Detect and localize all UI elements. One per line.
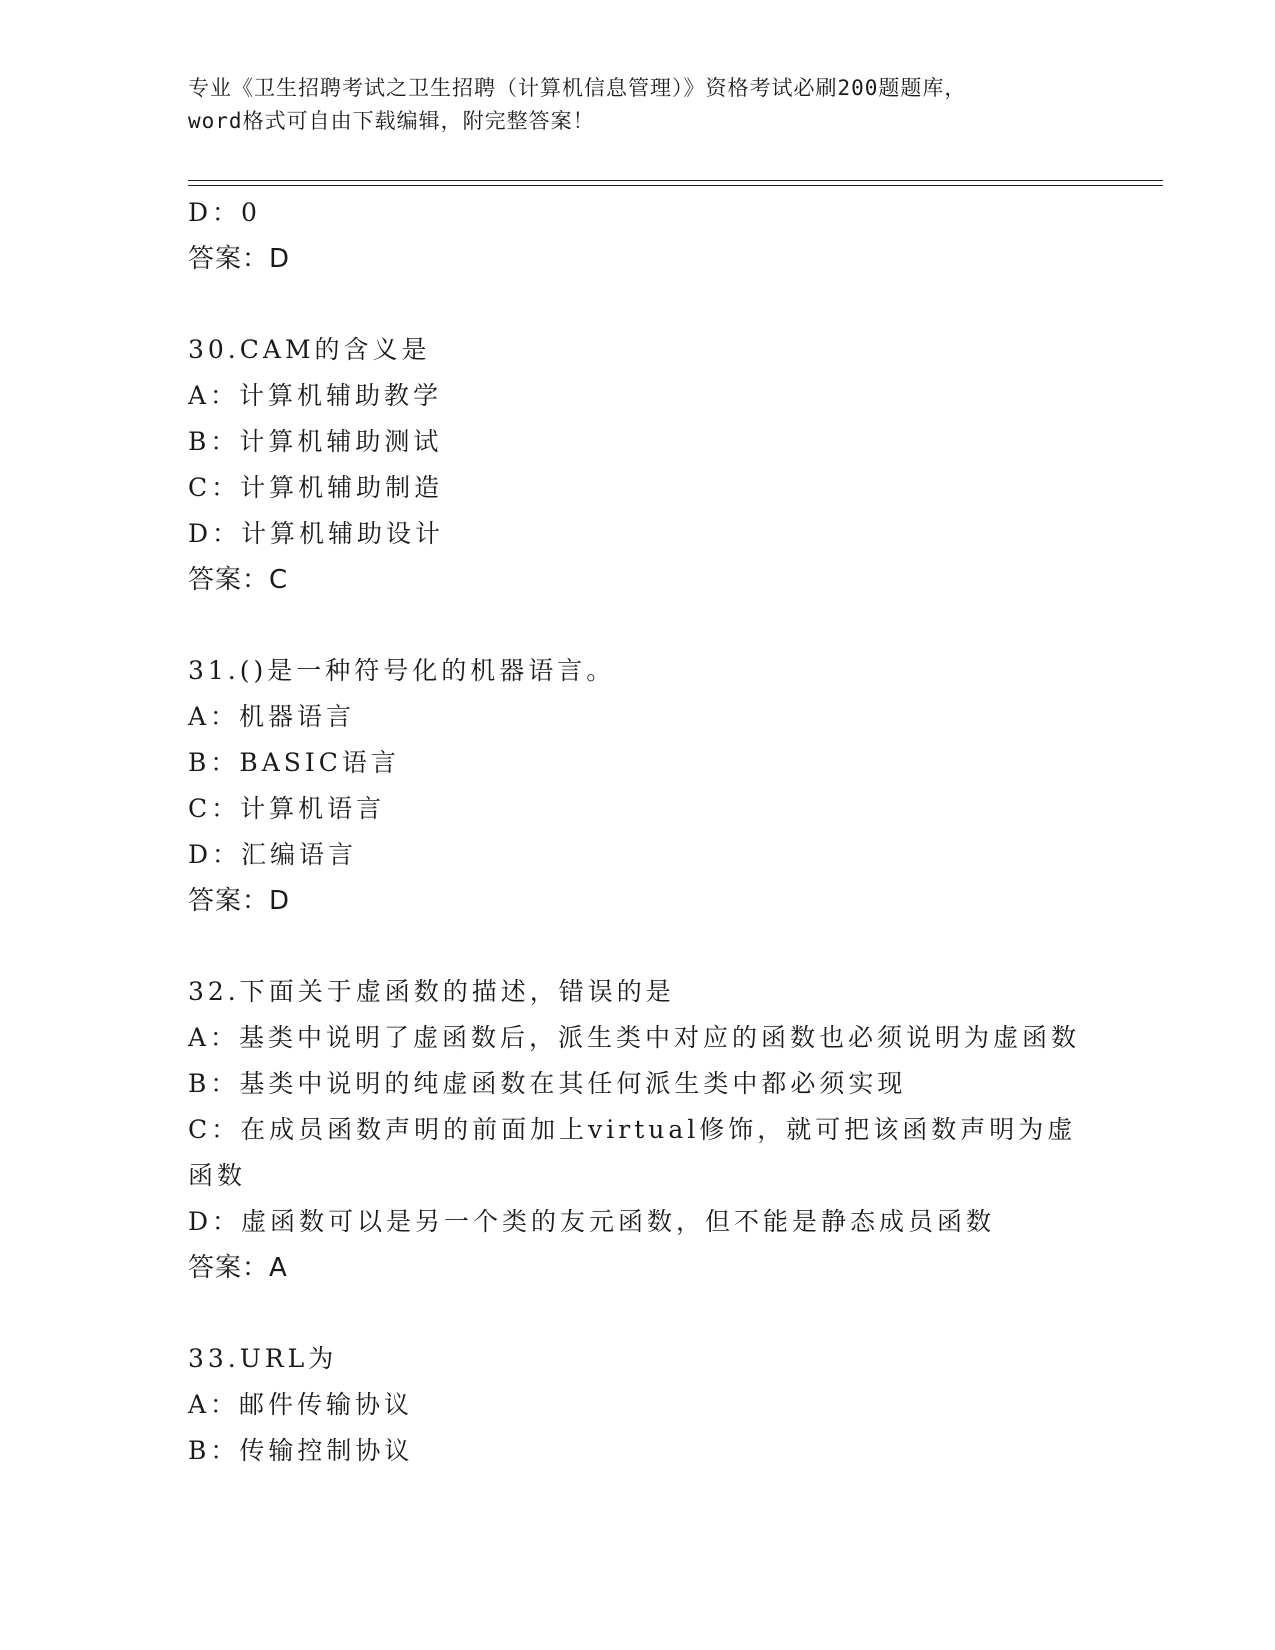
option-a: A：基类中说明了虚函数后，派生类中对应的函数也必须说明为虚函数 bbox=[188, 1023, 1081, 1052]
answer: 答案：C bbox=[188, 565, 289, 595]
option-d: D：汇编语言 bbox=[188, 840, 358, 869]
header-divider-top bbox=[188, 180, 1163, 181]
option-d: D：虚函数可以是另一个类的友元函数，但不能是静态成员函数 bbox=[188, 1207, 996, 1236]
question-stem: 31.()是一种符号化的机器语言。 bbox=[188, 656, 616, 685]
question-33 bbox=[188, 1336, 1088, 1474]
question-stem: 32.下面关于虚函数的描述，错误的是 bbox=[188, 977, 675, 1006]
option-c: C：在成员函数声明的前面加上virtual修饰，就可把该函数声明为虚函数 bbox=[188, 1115, 1077, 1190]
option-c: C：计算机辅助制造 bbox=[188, 473, 444, 502]
option-b: B：BASIC语言 bbox=[188, 748, 400, 777]
question-31 bbox=[188, 648, 1088, 924]
question-30 bbox=[188, 327, 1088, 603]
header-line-2: word格式可自由下载编辑，附完整答案！ bbox=[188, 109, 595, 133]
option-b: B：基类中说明的纯虚函数在其任何派生类中都必须实现 bbox=[188, 1069, 907, 1098]
document-header bbox=[188, 72, 1088, 138]
option-a: A：邮件传输协议 bbox=[188, 1390, 414, 1419]
answer: 答案：D bbox=[188, 886, 291, 916]
question-32 bbox=[188, 969, 1088, 1291]
option-a: A：计算机辅助教学 bbox=[188, 381, 443, 410]
answer: 答案：A bbox=[188, 1253, 288, 1283]
option-b: B：传输控制协议 bbox=[188, 1436, 414, 1465]
option-d: D：计算机辅助设计 bbox=[188, 519, 445, 548]
option-a: A：机器语言 bbox=[188, 702, 356, 731]
prev-option-d: D：0 bbox=[188, 198, 261, 227]
option-b: B：计算机辅助测试 bbox=[188, 427, 443, 456]
header-divider-bottom bbox=[188, 185, 1163, 186]
question-stem: 30.CAM的含义是 bbox=[188, 335, 431, 364]
option-c: C：计算机语言 bbox=[188, 794, 386, 823]
question-list bbox=[188, 190, 1088, 1474]
prev-answer: 答案：D bbox=[188, 244, 291, 274]
question-stem: 33.URL为 bbox=[188, 1344, 338, 1373]
header-line-1: 专业《卫生招聘考试之卫生招聘（计算机信息管理）》资格考试必刷200题题库， bbox=[188, 76, 967, 100]
